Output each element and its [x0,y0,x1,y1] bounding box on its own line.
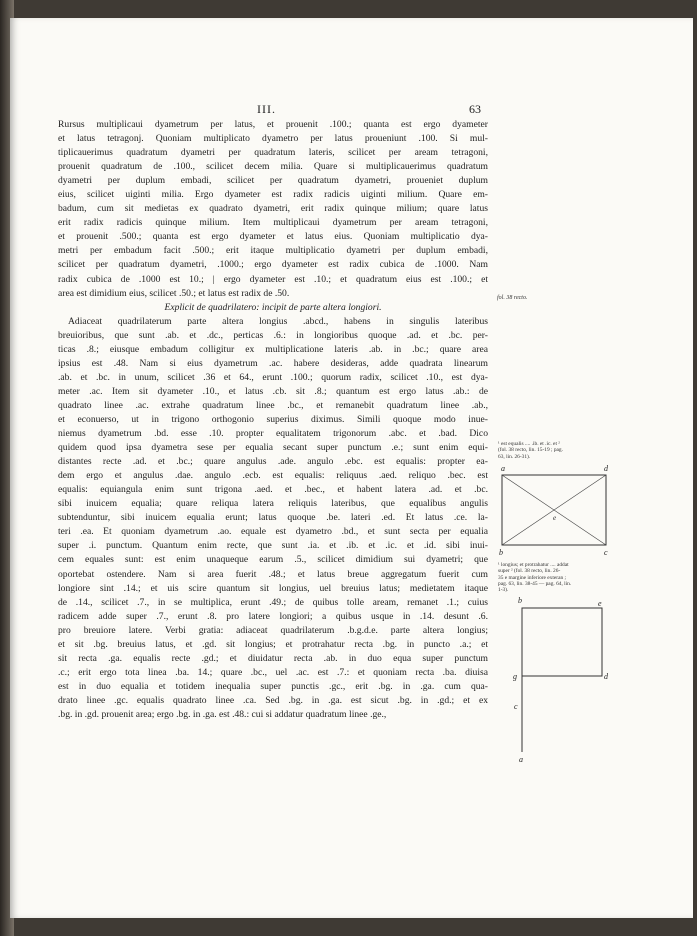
body-line: prouenit quadratum de .100., scilicet decem milia. Quare si multiplicauerimus quadratum [58,161,488,173]
body-line: dem ergo et angulus .dae. angulo .ecb. est equalis: reliquus .aed. reliquo .bec. est [58,470,488,482]
body-line: meter .ac. Item sit dyameter .10., et latus .cb. sit .8.; quantum est ergo latus .ab.: de [58,385,488,397]
body-line: teri .ea. Et quoniam dyametrum .ao. equale est dyametro .bd., et sunt secta per equalia [58,526,488,538]
body-line: cem equales sunt: est enim unaqueque earum .5., scilicet dimidium sui dyametri; que [58,554,488,566]
margin-note-1-line: ¹ est equalis .... .ib. et .ic. et ² [498,441,560,447]
body-line: Adiaceat quadrilaterum parte altera longius .abcd., habens in singulis lateribus [68,315,488,327]
body-line: niemus dyametrum .bd. esse .10. propter equalitatem trigonorum .abc. et .bad. Dico [58,428,488,440]
body-line: subtenduntur, sibi inuicem equalia erunt; latus quoque .be. lateri .ed. Et latus .ce. la- [58,512,488,524]
margin-note-2-line: ¹ longius; et protrahatur .... addat [498,562,569,568]
body-line: dyametri per duplum embadi, scilicet per quadratum dyametri, proueniet duplum [58,175,488,187]
body-line: et prouenit .500.; quanta est ergo dyameter et latus eius. Quoniam multiplicatio dya- [58,231,488,243]
figure-bgde-diagram [506,594,616,766]
figure-rectangle-abcd [494,462,618,563]
body-line: area est dimidium eius, scilicet .50.; et latus est radix de .50. [58,287,290,299]
body-line: longiore sint .14.; et uis scire quantum sit longius, uel breuius latus; medietatem itaque [58,582,488,594]
label-b: b [499,548,503,557]
body-line: scilicet per quadratum dyametri, .1000.; ergo dyameter est radix cubica de .1000. Nam [58,259,488,271]
body-line: tiplicauerimus quadratum dyametri per quadratum lateris, scilicet per aream tetragoni, [58,147,488,159]
figure-rectangle-bgde [506,594,616,771]
body-line: .ab. et .bc. in unum, scilicet .36 et 64., erunt .100.; quorum radix, scilicet .10., est dya- [58,371,488,383]
body-line: drato linee .gc. equalis quadrato linee .ca. Sed .bg. in .ga. est sicut .bg. in .gd.; et ex [58,694,488,706]
margin-note-2 [498,562,616,593]
body-line: badum, cum sit medietas ex quadrato dyametri, erit radix quinque milium; quare latus [58,203,488,215]
margin-note-1-line: 63, lin. 26-31). [498,453,531,460]
margin-note-2-line: 35 e margine inferiore exteran ; [498,574,567,581]
margin-note-2-line: super ² (fol. 38 recto, lin. 26- [498,568,561,575]
label-g: g [513,672,517,681]
body-line: Rursus multiplicaui dyametrum per latus, et prouenit .100.; quanta est ergo dyameter [58,119,488,130]
body-text [58,118,488,722]
body-line: sit recta .ga. equalis recte .gd.; et diuidatur recta .ab. in duo equa super punctum [58,652,488,664]
body-line: et econuerso, ut in trigono orthogonio superius diximus. Simili quoque modo inue- [58,413,488,425]
body-line: radix cubica de .1000 est 10.; | ergo dyameter est .10.; et quadratum eius est .100.; et [58,273,488,285]
rectangle-bgde [522,608,602,676]
page-number: 63 [469,102,481,116]
margin-note-2-line: pag. 63, lin. 38-45 — pag. 64, lin. [498,580,572,587]
body-line: quidem quod ipsa dyametra sese per equalia secant super punctum .e.; sunt enim equi- [58,442,488,454]
body-line: .bg. in .gd. prouenit area; ergo .bg. in .ga. est .48.: cui si addatur quadratum linee .ge., [58,708,387,720]
body-line: metri per embadum facit .500.; erit itaque multiplicatio dyametri per duplum embadi, [58,245,488,257]
body-line: breuioribus, que sunt .ab. et .dc., perticas .6.: in longioribus quoque .ad. et .bc. per- [58,329,488,341]
label-b: b [518,596,522,605]
body-line: distantes recte .ad. et .bc.; quare angulus .ade. angulo .ebc. est equalis: propter ea- [58,456,488,468]
label-c: c [514,702,518,711]
margin-note-1-line: (fol. 38 recto, lin. 15-19 ; pag. [498,447,563,454]
label-a: a [519,755,523,764]
label-e: e [553,514,557,522]
body-line: super .i. punctum. Quantum enim recte, que sunt .ia. et .ib. et .ic. et .id. sibi inui- [58,540,488,552]
running-header [0,102,697,116]
body-line: radicem adde super .7., erunt .8. pro latere longiori; a quibus usque in .14. desunt .6. [58,610,488,622]
label-a: a [501,464,505,473]
body-line: erit radix radicis quinque milium. Item multiplicaui dyametrum per aream tetragoni, [58,217,488,229]
body-line: et latus tetragonj. Quoniam multiplicato dyametro per latus proueniunt .100. Si mul- [58,133,488,145]
body-line: de .14., scilicet .7., in se multiplica, erunt .49.; de quibus tolle aream, remanet .1.; cuius [58,596,488,608]
margin-note-2-line: 1-3). [498,587,509,594]
body-line: ticas .8.; eiusque embadum colligitur ex multiplicatione lateris .ab. in .bc.; quare area [58,343,488,355]
body-line: pro breuiore latere. Verbi gratia: adiaceat quadrilaterum .b.g.d.e. parte altera longius; [58,624,488,636]
body-line: quadrato linee .ac. extrahe quadratum linee .bc., et remanebit quadratum linee .ab., [58,399,488,411]
label-c: c [604,548,608,557]
margin-note-1 [498,441,616,460]
body-line: eius, scilicet uiginti milia. Ergo dyameter est radix radicis uiginti milium. Quare em- [58,189,488,201]
body-line: sibi inuicem equalia; quare reliqua latera reliquis lateribus, que equalibus angulis [58,498,488,510]
folio-reference-text: fol. 38 recto. [497,295,528,301]
label-d: d [604,672,608,681]
body-line: et sit .bg. breuius latus, et .gd. sit longius; et protrahatur recta .bg. in puncto .a.; et [58,638,488,650]
label-d: d [604,464,608,473]
marginal-folio-reference [497,295,615,301]
folio-mark: III. [257,102,276,116]
body-line: .c.; erit ergo tota linea .ba. 14.; quare .bc., uel .ac. est .7.: et quoniam recta .ba. diuisa [58,666,488,678]
body-line: equalis: equiangula enim sunt trigona .aed. et .bec., et habent latera .ad. et .bc. [58,484,488,496]
body-line: ipsius est .48. Nam si eius dyametrum .ac. habere desideras, adde quadrata linearum [58,357,488,369]
body-line: oportebat ostendere. Nam si area fuerit .48.; et latus breue aggregatum fuerit cum [58,568,488,580]
figure-abcd-diagram [494,462,618,558]
body-line: est in duo equalia et totidem inequalia super punctis .gc., erit .bg. in .ga. cum qua- [58,680,488,692]
label-e: e [598,599,602,608]
section-heading: Explicit de quadrilatero: incipit de parte altera longiori. [164,301,382,313]
